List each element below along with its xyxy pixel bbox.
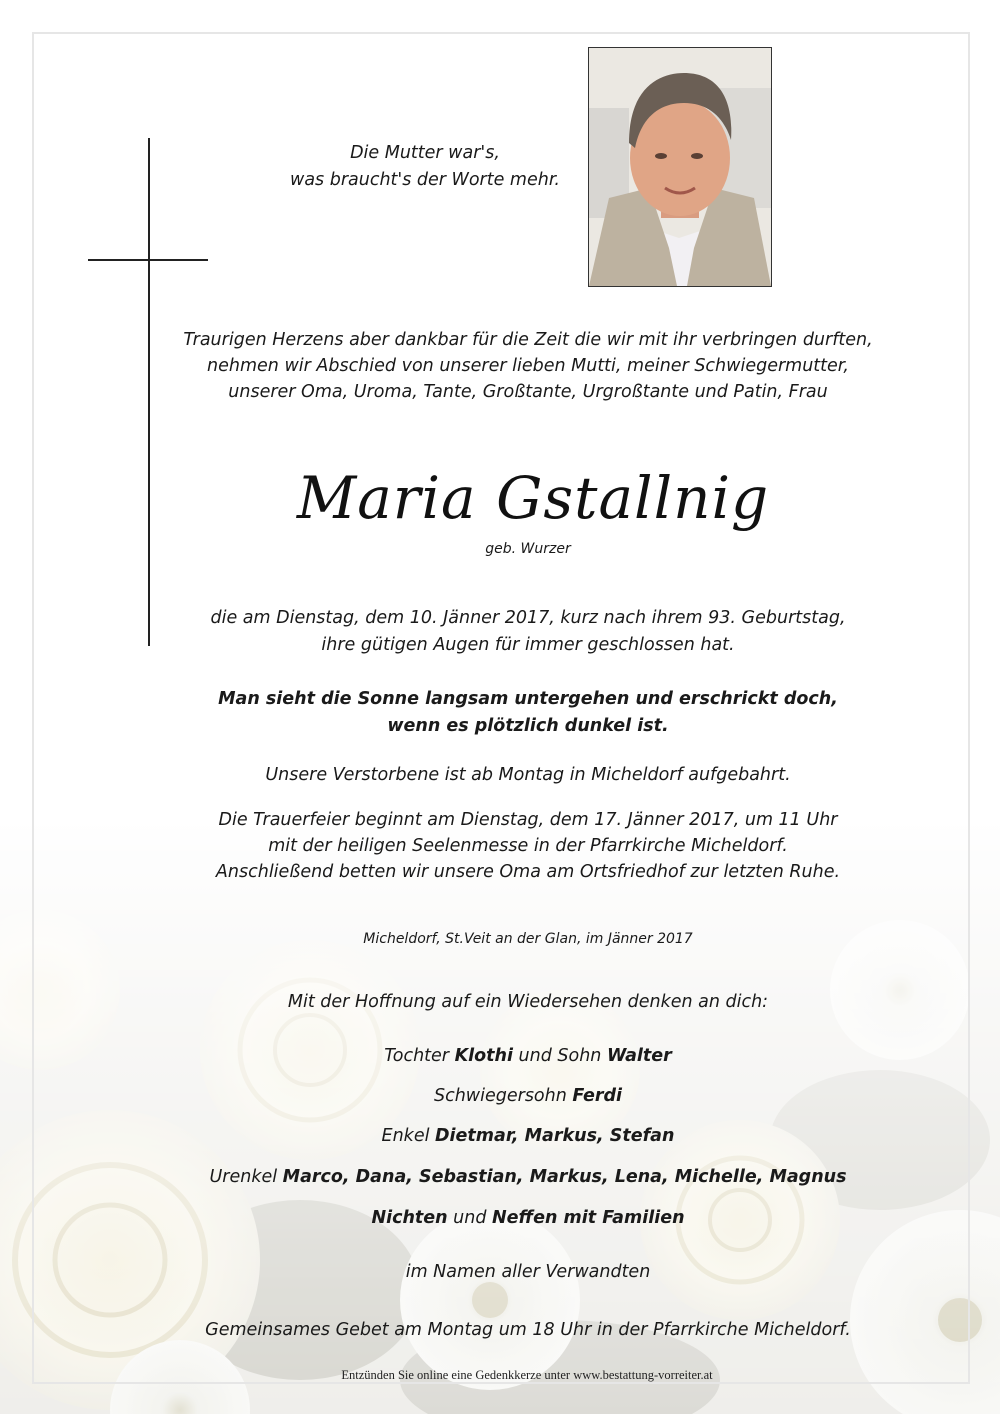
relation-label: und [447,1208,493,1228]
cross-horizontal-bar [88,259,208,261]
mourners-row-children [28,1043,1000,1069]
saying-line-1: Man sieht die Sonne langsam untergehen und erschrickt doch, [218,689,838,709]
mourners-row-son-in-law [28,1083,1000,1109]
mourner-name: Walter [606,1046,672,1066]
mourner-name: Klothi [454,1046,513,1066]
mourner-name: Dietmar, Markus, Stefan [435,1126,675,1146]
intro-line-3: unserer Oma, Uroma, Tante, Großtante, Urgroßtante und Patin, Frau [228,382,828,402]
mourner-name: Neffen mit Familien [492,1208,685,1228]
relation-label: Schwiegersohn [433,1086,573,1106]
place-date: Micheldorf, St.Veit an der Glan, im Jänner 2017 [363,931,693,947]
deceased-name: Maria Gstallnig [296,464,770,532]
mourners-row-great-grandchildren [28,1164,1000,1190]
relation-label: Urenkel [209,1167,283,1187]
mourners-closing: im Namen aller Verwandten [405,1262,651,1282]
relation-label: Enkel [381,1126,436,1146]
funeral-line-2: mit der heiligen Seelenmesse in der Pfarrkirche Micheldorf. [268,836,788,856]
viewing-text: Unsere Verstorbene ist ab Montag in Micheldorf aufgebahrt. [265,765,791,785]
relation-label: und Sohn [512,1046,607,1066]
mourners-row-grandchildren [28,1123,1000,1149]
funeral-line-1: Die Trauerfeier beginnt am Dienstag, dem 17. Jänner 2017, um 11 Uhr [218,810,838,830]
prayer-text: Gemeinsames Gebet am Montag um 18 Uhr in der Pfarrkirche Micheldorf. [205,1320,851,1340]
mourners-intro: Mit der Hoffnung auf ein Wiedersehen denken an dich: [287,992,769,1012]
maiden-name: geb. Wurzer [485,541,571,557]
quote-line-2: was braucht's der Worte mehr. [290,170,560,190]
intro-line-2: nehmen wir Abschied von unserer lieben Mutti, meiner Schwiegermutter, [207,356,849,376]
funeral-line-3: Anschließend betten wir unsere Oma am Ortsfriedhof zur letzten Ruhe. [215,862,841,882]
mourners-row-nieces-nephews [28,1205,1000,1231]
quote-line-1: Die Mutter war's, [350,143,500,163]
footer-candle-link[interactable]: Entzünden Sie online eine Gedenkkerze unter www.bestattung-vorreiter.at [341,1368,713,1382]
relation-label: Tochter [384,1046,455,1066]
saying-line-2: wenn es plötzlich dunkel ist. [387,716,669,736]
death-line-1: die am Dienstag, dem 10. Jänner 2017, kurz nach ihrem 93. Geburtstag, [210,608,846,628]
mourner-name: Marco, Dana, Sebastian, Markus, Lena, Michelle, Magnus [282,1167,847,1187]
mourner-name: Nichten [371,1208,448,1228]
intro-line-1: Traurigen Herzens aber dankbar für die Zeit die wir mit ihr verbringen durften, [183,330,873,350]
mourner-name: Ferdi [572,1086,623,1106]
death-line-2: ihre gütigen Augen für immer geschlossen hat. [321,635,735,655]
